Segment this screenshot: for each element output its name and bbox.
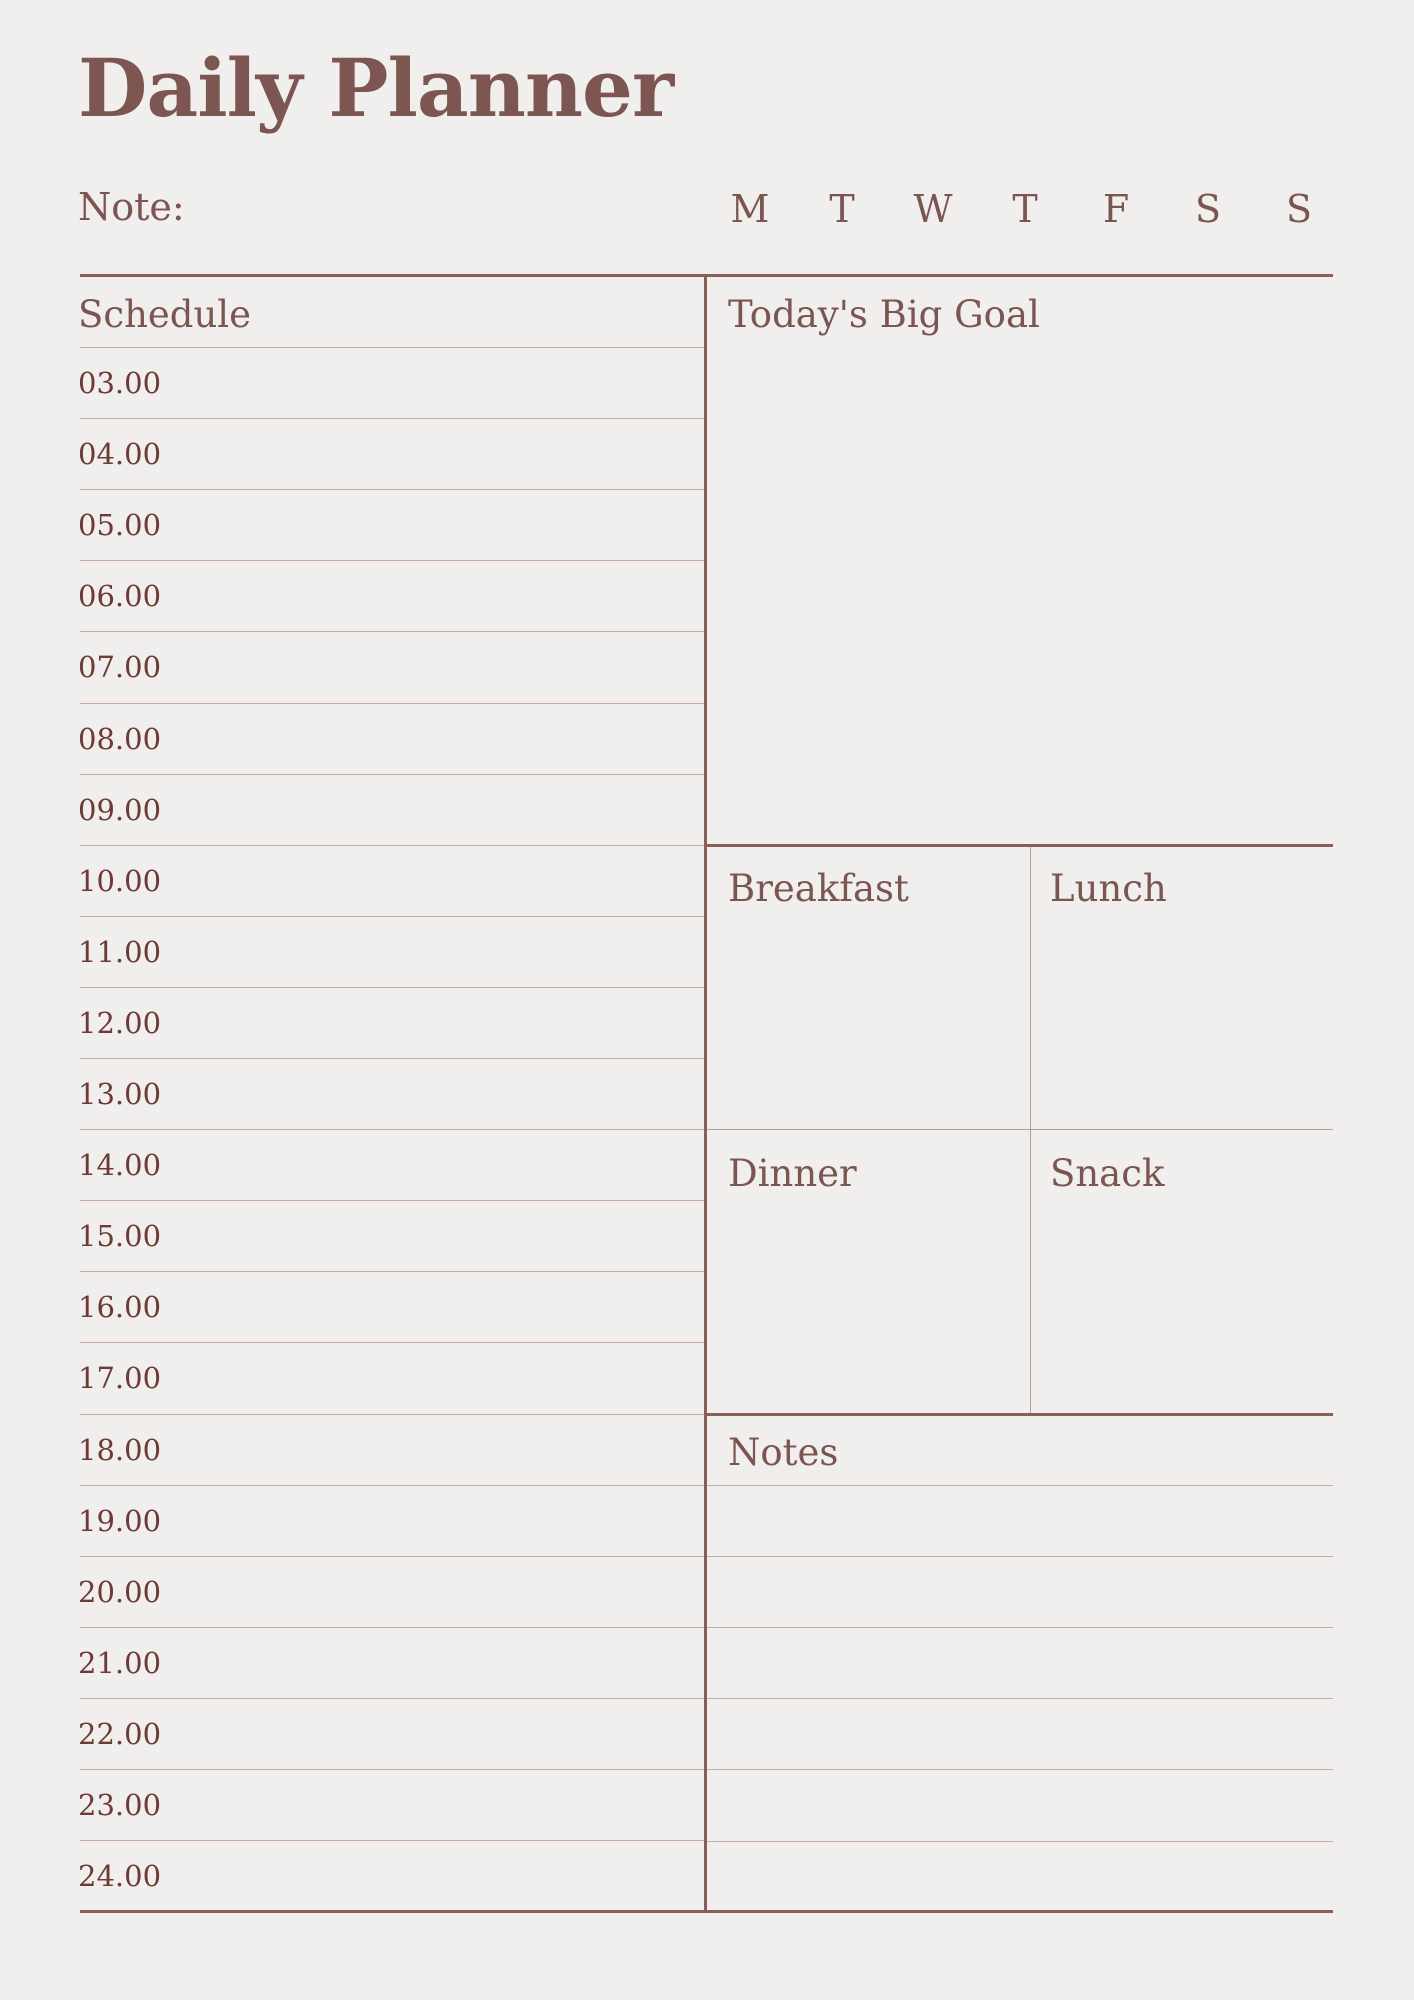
schedule-row[interactable] (80, 1698, 704, 1769)
schedule-row[interactable] (80, 1271, 704, 1342)
weekday-row (0, 185, 1414, 234)
schedule-row[interactable] (80, 1058, 704, 1129)
schedule-time: 19.00 (78, 1503, 162, 1538)
goal-bottom-rule (707, 844, 1333, 847)
schedule-time: 04.00 (78, 437, 162, 472)
schedule-time: 21.00 (78, 1645, 162, 1680)
schedule-time: 07.00 (78, 650, 162, 685)
schedule-row[interactable] (80, 987, 704, 1058)
schedule-time: 12.00 (78, 1005, 162, 1040)
schedule-row[interactable] (80, 1342, 704, 1413)
day-wednesday[interactable]: W (913, 187, 953, 231)
day-friday[interactable]: F (1102, 187, 1130, 231)
schedule-time: 24.00 (78, 1859, 162, 1894)
day-tuesday[interactable]: T (829, 187, 855, 231)
big-goal-label: Today's Big Goal (728, 293, 1040, 336)
day-sunday[interactable]: S (1285, 187, 1313, 231)
schedule-time: 06.00 (78, 579, 162, 614)
schedule-time: 10.00 (78, 863, 162, 898)
schedule-row[interactable] (80, 1556, 704, 1627)
schedule-time: 22.00 (78, 1716, 162, 1751)
schedule-time: 14.00 (78, 1148, 162, 1183)
schedule-row[interactable] (80, 1414, 704, 1485)
schedule-row[interactable] (80, 845, 704, 916)
schedule-time: 08.00 (78, 721, 162, 756)
schedule-row[interactable] (80, 631, 704, 702)
schedule-time: 18.00 (78, 1432, 162, 1467)
schedule-row[interactable] (80, 1840, 704, 1911)
dinner-label: Dinner (728, 1152, 857, 1195)
schedule-row[interactable] (80, 347, 704, 418)
schedule-time: 05.00 (78, 508, 162, 543)
schedule-row[interactable] (80, 1485, 704, 1556)
schedule-row[interactable] (80, 1200, 704, 1271)
schedule-time: 23.00 (78, 1788, 162, 1822)
schedule-row[interactable] (80, 916, 704, 987)
schedule-time: 03.00 (78, 366, 162, 400)
schedule-label: Schedule (78, 293, 252, 336)
schedule-time: 11.00 (78, 934, 162, 969)
meals-bottom-rule (707, 1413, 1333, 1416)
schedule-row[interactable] (80, 1627, 704, 1698)
meal-vertical-divider (1030, 847, 1031, 1413)
schedule-row[interactable] (80, 418, 704, 489)
page-title: Daily Planner (78, 41, 674, 135)
schedule-time: 20.00 (78, 1574, 162, 1609)
breakfast-label: Breakfast (728, 867, 909, 910)
schedule-row[interactable] (80, 1769, 704, 1840)
notes-area[interactable] (707, 1485, 1333, 1910)
day-saturday[interactable]: S (1194, 187, 1222, 231)
schedule-row[interactable] (80, 774, 704, 845)
day-monday[interactable]: M (730, 187, 770, 231)
note-label: Note: (78, 185, 185, 229)
schedule-row[interactable] (80, 489, 704, 560)
notes-label: Notes (728, 1431, 839, 1474)
schedule-row[interactable] (80, 1129, 704, 1200)
meal-horizontal-divider (707, 1129, 1333, 1130)
schedule-time: 09.00 (78, 792, 162, 827)
big-goal-area[interactable] (707, 340, 1333, 844)
schedule-time: 16.00 (78, 1290, 162, 1325)
schedule-row[interactable] (80, 560, 704, 631)
snack-label: Snack (1050, 1152, 1165, 1195)
schedule-time: 15.00 (78, 1219, 162, 1254)
schedule-time: 17.00 (78, 1361, 162, 1396)
schedule-time: 13.00 (78, 1077, 162, 1111)
schedule-row[interactable] (80, 703, 704, 774)
day-thursday[interactable]: T (1012, 187, 1038, 231)
lunch-label: Lunch (1050, 867, 1167, 910)
